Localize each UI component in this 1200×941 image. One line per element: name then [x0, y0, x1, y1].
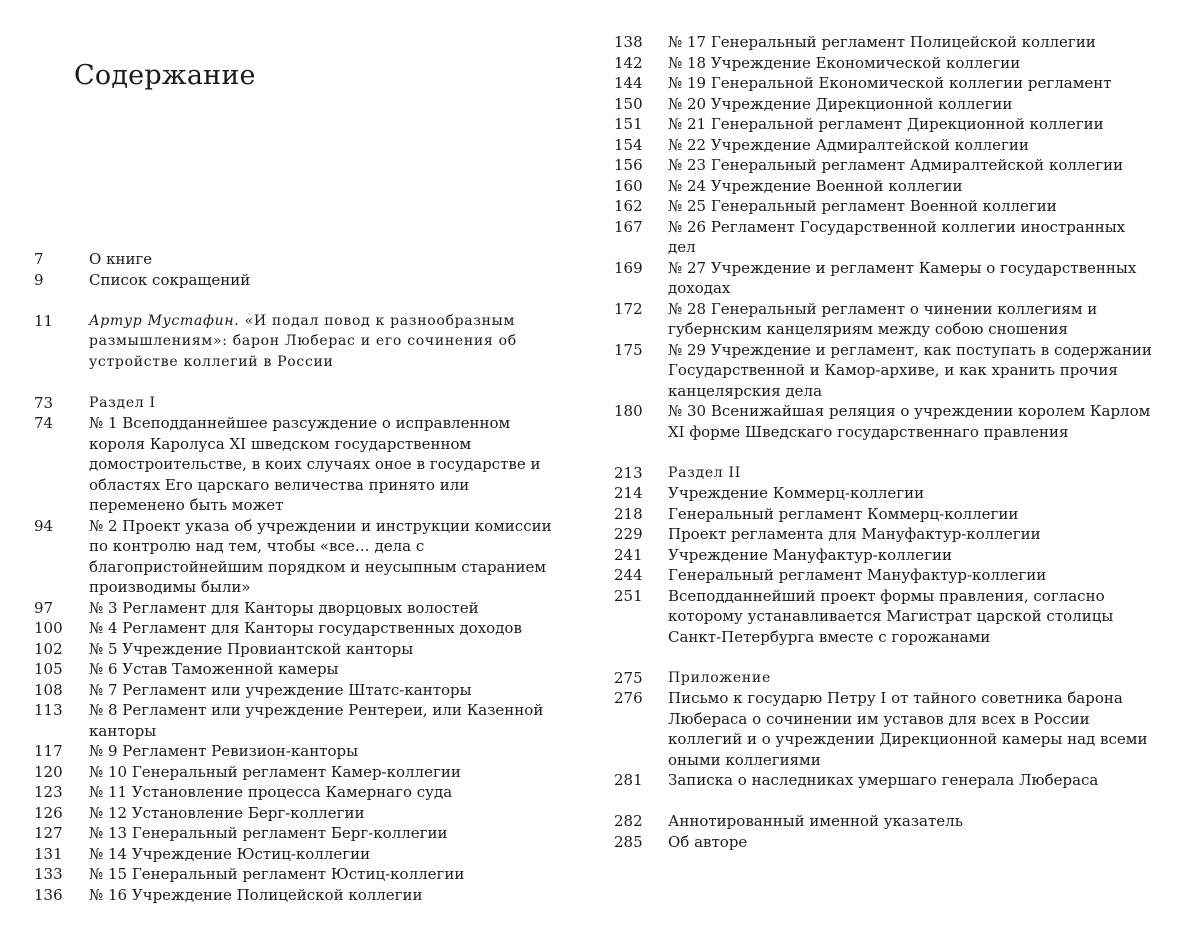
toc-entry[interactable]: [614, 832, 1154, 853]
toc-entry[interactable]: [34, 700, 554, 741]
toc-right-column: [614, 32, 1154, 852]
toc-page-number: 218: [614, 504, 643, 523]
toc-entry-title: № 6 Устав Таможенной камеры: [89, 660, 339, 678]
toc-entry[interactable]: [34, 249, 554, 270]
toc-entry-title: Генеральный регламент Коммерц-коллегии: [668, 504, 1019, 523]
toc-entry[interactable]: [614, 668, 1154, 689]
toc-entry-title: Приложение: [668, 669, 771, 686]
section-gap: [34, 372, 554, 393]
toc-page-number: 172: [614, 299, 643, 318]
toc-entry-title: Раздел I: [89, 394, 156, 411]
toc-entry[interactable]: [614, 688, 1154, 770]
toc-page-number: 169: [614, 258, 643, 277]
section-gap: [34, 290, 554, 311]
toc-entry-title: № 7 Регламент или учреждение Штатс-канторы: [89, 680, 472, 699]
toc-page-number: 241: [614, 545, 643, 564]
toc-entry[interactable]: [614, 217, 1154, 258]
toc-page-number: 214: [614, 484, 643, 502]
toc-page-number: 117: [34, 742, 63, 760]
toc-entry-title: № 22 Учреждение Адмиралтейской коллегии: [668, 135, 1029, 154]
toc-entry[interactable]: [34, 270, 554, 291]
toc-entry[interactable]: [614, 196, 1154, 217]
toc-page-number: 74: [34, 414, 54, 432]
toc-entry[interactable]: [34, 864, 554, 885]
toc-page-number: 151: [614, 115, 643, 133]
toc-page-number: 120: [34, 762, 63, 781]
toc-entry-title: № 28 Генеральный регламент о чинении коллегиям и губернским канцеляриям между собою сношения: [668, 299, 1098, 338]
toc-entry[interactable]: [614, 155, 1154, 176]
toc-entry[interactable]: [614, 32, 1154, 53]
toc-page-number: 276: [614, 689, 643, 707]
toc-entry-title: № 10 Генеральный регламент Камер-коллегии: [89, 762, 461, 781]
toc-entry[interactable]: [34, 885, 554, 906]
toc-entry-title: № 14 Учреждение Юстиц-коллегии: [89, 844, 371, 863]
toc-entry-title: № 3 Регламент для Канторы дворцовых волостей: [89, 598, 479, 617]
toc-page-number: 144: [614, 74, 643, 92]
toc-entry-title: [89, 311, 554, 373]
toc-entry[interactable]: [614, 770, 1154, 791]
toc-entry-title: № 12 Установление Берг-коллегии: [89, 803, 365, 822]
toc-page-number: 7: [34, 250, 44, 268]
toc-page-number: 133: [34, 865, 63, 883]
toc-page-number: 285: [614, 832, 643, 851]
toc-entry-title: Записка о наследниках умершаго генерала Любераса: [668, 771, 1099, 789]
toc-entry[interactable]: [614, 463, 1154, 484]
toc-page-number: 150: [614, 94, 643, 113]
toc-entry[interactable]: [34, 823, 554, 844]
toc-entry-title: № 25 Генеральный регламент Военной коллегии: [668, 197, 1057, 215]
toc-entry-title: № 26 Регламент Государственной коллегии иностранных дел: [668, 217, 1126, 256]
toc-page-number: 251: [614, 586, 643, 605]
toc-entry-title: № 19 Генеральной Економической коллегии регламент: [668, 74, 1112, 92]
toc-entry[interactable]: [614, 545, 1154, 566]
toc-entry[interactable]: [614, 299, 1154, 340]
toc-entry[interactable]: [614, 53, 1154, 74]
toc-entry[interactable]: [34, 618, 554, 639]
toc-page-number: 282: [614, 812, 643, 830]
toc-entry[interactable]: [614, 176, 1154, 197]
toc-entry[interactable]: [34, 844, 554, 865]
toc-entry[interactable]: [614, 135, 1154, 156]
toc-entry[interactable]: [34, 516, 554, 598]
toc-entry-title: № 11 Установление процесса Камернаго суда: [89, 783, 453, 801]
toc-entry[interactable]: [614, 114, 1154, 135]
toc-entry-title: № 23 Генеральный регламент Адмиралтейской коллегии: [668, 156, 1124, 174]
toc-page-number: 102: [34, 639, 63, 658]
toc-page-number: 156: [614, 156, 643, 174]
section-gap: [614, 442, 1154, 463]
toc-entry[interactable]: [614, 94, 1154, 115]
toc-entry-title: № 29 Учреждение и регламент, как поступать в содержании Государственной и Камор-архиве, и как хранить прочия канцелярския дела: [668, 340, 1152, 400]
toc-entry-title: № 15 Генеральный регламент Юстиц-коллегии: [89, 865, 465, 883]
toc-left-column: [34, 249, 554, 905]
toc-entry[interactable]: [614, 401, 1154, 442]
toc-page-number: 100: [34, 619, 63, 637]
toc-entry-title: Всеподданнейший проект формы правления, согласно которому устанавливается Магистрат царской столицы Санкт-Петербурга вместе с горожанами: [668, 586, 1114, 646]
toc-page-number: 275: [614, 668, 643, 687]
toc-entry-title: № 27 Учреждение и регламент Камеры о государственных доходах: [668, 258, 1137, 297]
toc-entry-title: Проект регламента для Мануфактур-коллегии: [668, 525, 1041, 543]
toc-entry[interactable]: [614, 504, 1154, 525]
toc-page-number: 244: [614, 566, 643, 584]
toc-entry[interactable]: [614, 483, 1154, 504]
toc-entry-title: № 4 Регламент для Канторы государственных доходов: [89, 619, 522, 637]
toc-entry-title: Учреждение Коммерц-коллегии: [668, 484, 925, 502]
toc-page-number: 131: [34, 844, 63, 863]
toc-page-number: 160: [614, 176, 643, 195]
toc-page-number: 126: [34, 803, 63, 822]
toc-page-number: 281: [614, 771, 643, 789]
toc-entry[interactable]: [34, 639, 554, 660]
toc-entry-title-text: «И подал повод к разнообразным размышлениям»: барон Люберас и его сочинения об устройстве коллегий в России: [89, 312, 517, 370]
toc-page-number: 11: [34, 311, 54, 330]
toc-entry-title: Письмо к государю Петру I от тайного советника барона Любераса о сочинении им уставов для всех в России коллегий и о учреждении Дирекционной камеры над всеми оными коллегиями: [668, 689, 1148, 769]
toc-entry[interactable]: [34, 413, 554, 516]
toc-entry-title: Об авторе: [668, 832, 748, 851]
toc-entry[interactable]: [34, 598, 554, 619]
toc-page-number: 105: [34, 660, 63, 678]
toc-entry[interactable]: [614, 524, 1154, 545]
toc-page-number: 175: [614, 340, 643, 359]
toc-entry[interactable]: [614, 73, 1154, 94]
toc-entry-title: Учреждение Мануфактур-коллегии: [668, 545, 952, 564]
toc-entry-title: Генеральный регламент Мануфактур-коллегии: [668, 566, 1047, 584]
toc-entry-title: № 20 Учреждение Дирекционной коллегии: [668, 94, 1013, 113]
toc-entry-title: № 2 Проект указа об учреждении и инструкции комиссии по контролю над тем, чтобы «все… дела с благопристойнейшим порядком и неусыпным старанием производимы были»: [89, 516, 552, 596]
toc-page-number: 97: [34, 598, 54, 617]
toc-entry[interactable]: [614, 586, 1154, 648]
toc-entry[interactable]: [34, 659, 554, 680]
toc-page-number: 113: [34, 701, 63, 719]
page-title: Содержание: [74, 60, 256, 91]
toc-entry-title: № 13 Генеральный регламент Берг-коллегии: [89, 824, 448, 842]
toc-page-number: 213: [614, 463, 643, 482]
toc-entry[interactable]: [34, 393, 554, 414]
toc-entry[interactable]: [614, 565, 1154, 586]
toc-entry-title: № 24 Учреждение Военной коллегии: [668, 176, 963, 195]
toc-entry-author: Артур Мустафин.: [89, 312, 240, 329]
toc-entry[interactable]: [614, 258, 1154, 299]
toc-entry[interactable]: [614, 811, 1154, 832]
toc-entry-title: № 17 Генеральный регламент Полицейской коллегии: [668, 33, 1096, 51]
toc-entry[interactable]: [34, 762, 554, 783]
toc-page-number: 180: [614, 402, 643, 420]
toc-page-number: 136: [34, 885, 63, 904]
toc-page-number: 154: [614, 135, 643, 154]
toc-entry[interactable]: [34, 803, 554, 824]
toc-page-number: 167: [614, 217, 643, 236]
toc-page-number: 162: [614, 197, 643, 215]
toc-page-number: 123: [34, 783, 63, 801]
toc-entry-title: Список сокращений: [89, 270, 251, 289]
toc-entry-title: Раздел II: [668, 464, 742, 481]
toc-page-number: 142: [614, 53, 643, 72]
toc-page-number: 94: [34, 516, 54, 535]
toc-entry[interactable]: [34, 741, 554, 762]
toc-entry[interactable]: [34, 782, 554, 803]
toc-page-number: 127: [34, 824, 63, 842]
toc-page-number: 73: [34, 393, 54, 412]
toc-entry[interactable]: [34, 311, 554, 373]
toc-entry-title: № 30 Всенижайшая реляция о учреждении королем Карлом XI форме Шведскаго государственнаго правления: [668, 402, 1151, 441]
toc-entry-title: № 1 Всеподданнейшее разсуждение о исправленном короля Каролуса XI шведском государственном домостроительстве, в коих случаях оное в государстве и областях Его царскаго величества принято или переменено быть может: [89, 414, 541, 514]
toc-page-number: 9: [34, 270, 44, 289]
toc-entry-title: О книге: [89, 250, 153, 268]
toc-entry[interactable]: [614, 340, 1154, 402]
toc-entry-title: № 21 Генеральной регламент Дирекционной коллегии: [668, 115, 1104, 133]
toc-page-number: 108: [34, 680, 63, 699]
toc-page-number: 229: [614, 525, 643, 543]
toc-entry-title: Аннотированный именной указатель: [668, 812, 963, 830]
toc-entry-title: № 18 Учреждение Економической коллегии: [668, 53, 1021, 72]
toc-entry-title: № 5 Учреждение Провиантской канторы: [89, 639, 414, 658]
toc-entry-title: № 8 Регламент или учреждение Рентереи, или Казенной канторы: [89, 701, 544, 740]
toc-page-number: 138: [614, 33, 643, 51]
toc-entry-title: № 16 Учреждение Полицейской коллегии: [89, 885, 423, 904]
toc-entry-title: № 9 Регламент Ревизион-канторы: [89, 742, 359, 760]
section-gap: [614, 791, 1154, 812]
toc-entry[interactable]: [34, 680, 554, 701]
section-gap: [614, 647, 1154, 668]
